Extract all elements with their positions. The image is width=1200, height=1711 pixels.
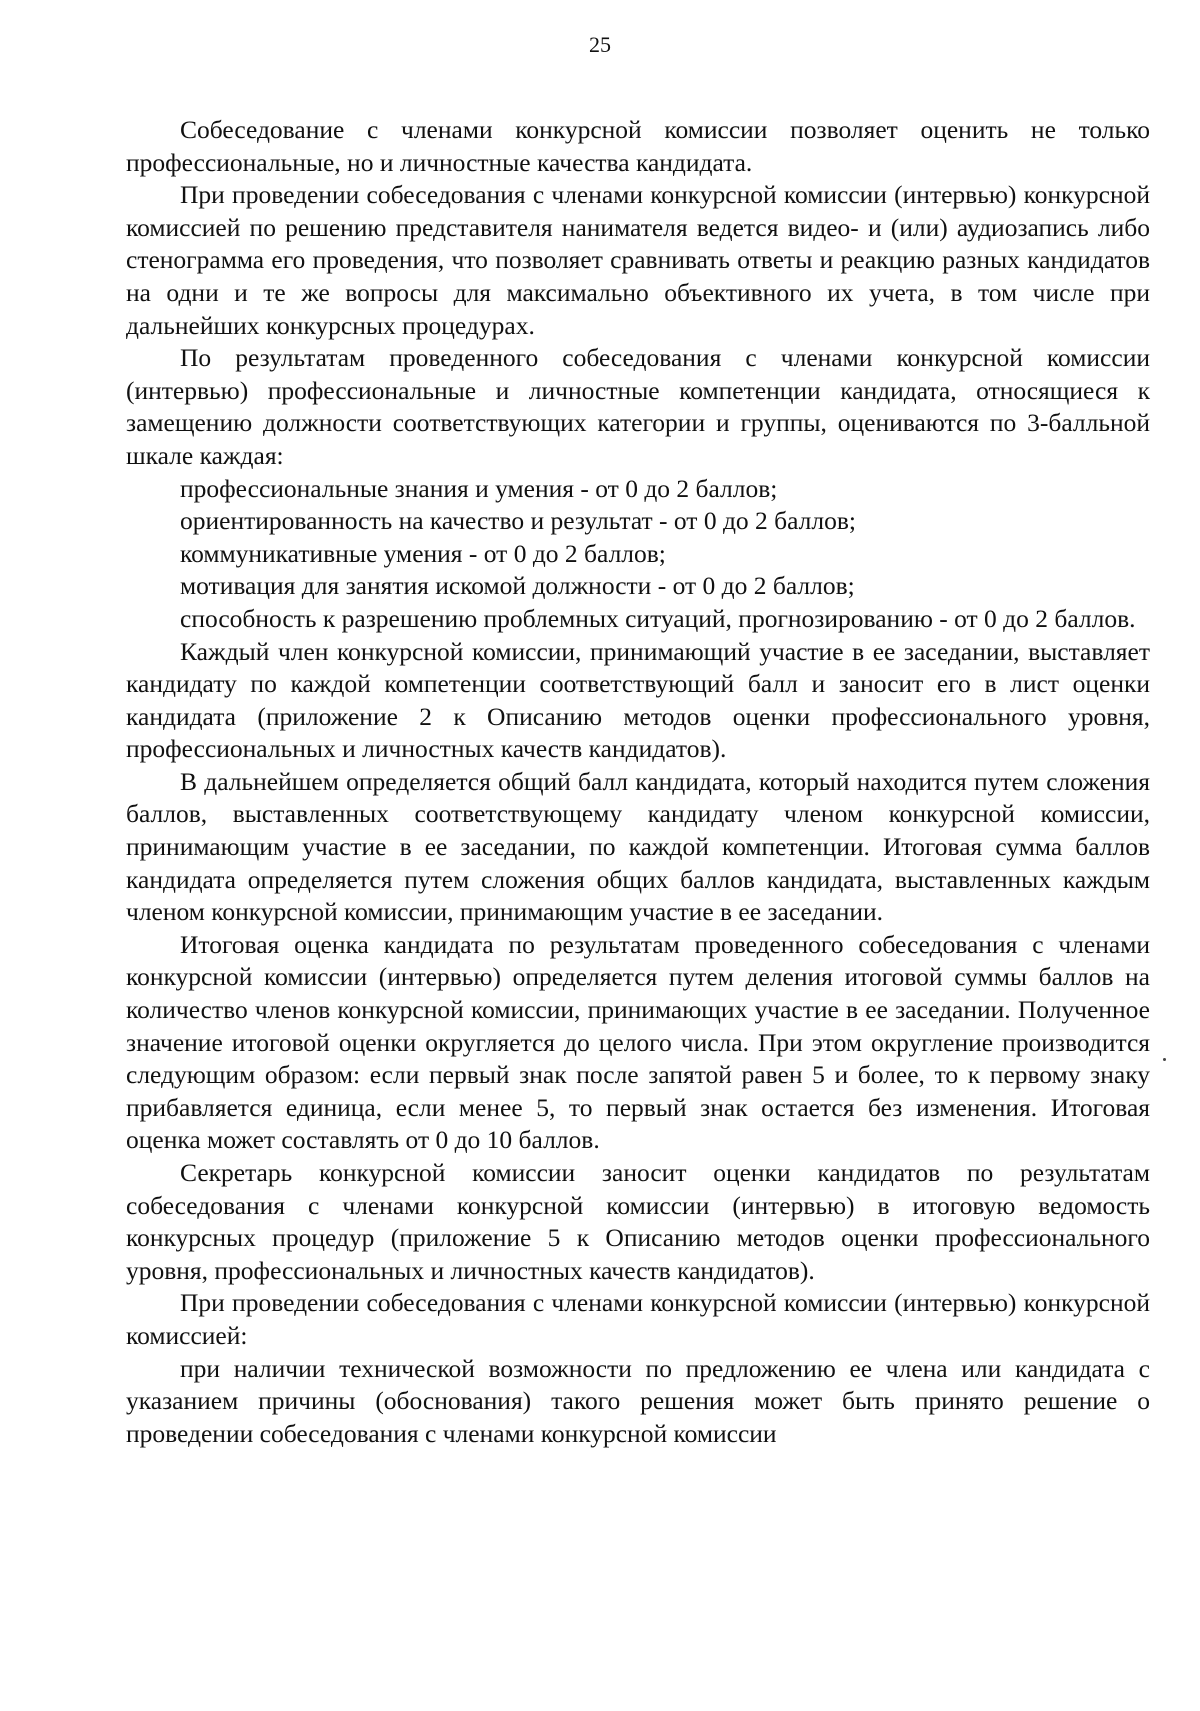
- paragraph: Собеседование с членами конкурсной комиссии позволяет оценить не только профессиональные, но и личностные качества кандидата.: [126, 115, 1150, 177]
- paragraph: При проведении собеседования с членами конкурсной комиссии (интервью) конкурсной комиссией:: [126, 1288, 1150, 1350]
- paragraph: Секретарь конкурсной комиссии заносит оценки кандидатов по результатам собеседования с членами конкурсной комиссии (интервью) в итоговую ведомость конкурсных процедур (приложение 5 к Описанию методов оценки профессионального уровня, профессиональных и личностных качеств кандидатов).: [126, 1158, 1150, 1285]
- list-item: профессиональные знания и умения - от 0 до 2 баллов;: [180, 473, 778, 503]
- paragraph: при наличии технической возможности по предложению ее члена или кандидата с указанием причины (обоснования) такого решения может быть принято решение о проведении собеседования с членами конкурсной комиссии: [126, 1353, 1150, 1448]
- document-body: [126, 114, 1150, 1450]
- page-number: 25: [589, 32, 611, 57]
- list-item: ориентированность на качество и результат - от 0 до 2 баллов;: [180, 506, 857, 536]
- list-item: мотивация для занятия искомой должности - от 0 до 2 баллов;: [180, 571, 855, 601]
- paragraph: При проведении собеседования с членами конкурсной комиссии (интервью) конкурсной комиссией по решению представителя нанимателя ведется видео- и (или) аудиозапись либо стенограмма его проведения, что позволяет сравнивать ответы и реакцию разных кандидатов на одни и те же вопросы для максимально объективного их учета, в том числе при дальнейших конкурсных процедурах.: [126, 180, 1150, 340]
- list-item: коммуникативные умения - от 0 до 2 баллов;: [180, 538, 666, 568]
- paragraph: По результатам проведенного собеседования с членами конкурсной комиссии (интервью) профессиональные и личностные компетенции кандидата, относящиеся к замещению должности соответствующих категории и группы, оцениваются по 3-балльной шкале каждая:: [126, 343, 1150, 470]
- paragraph: Каждый член конкурсной комиссии, принимающий участие в ее заседании, выставляет кандидату по каждой компетенции соответствующий балл и заносит его в лист оценки кандидата (приложение 2 к Описанию методов оценки профессионального уровня, профессиональных и личностных качеств кандидатов).: [126, 636, 1150, 764]
- scan-speck: [1163, 1058, 1166, 1061]
- paragraph: В дальнейшем определяется общий балл кандидата, который находится путем сложения баллов, выставленных соответствующему кандидату членом конкурсной комиссии, принимающим участие в ее заседании, по каждой компетенции. Итоговая сумма баллов кандидата определяется путем сложения общих баллов кандидата, выставленных каждым членом конкурсной комиссии, принимающим участие в ее заседании.: [126, 766, 1150, 927]
- list-item: способность к разрешению проблемных ситуаций, прогнозированию - от 0 до 2 баллов.: [180, 603, 1136, 633]
- paragraph: Итоговая оценка кандидата по результатам проведенного собеседования с членами конкурсной комиссии (интервью) определяется путем деления итоговой суммы баллов на количество членов конкурсной комиссии, принимающих участие в ее заседании. Полученное значение итоговой оценки округляется до целого числа. При этом округление производится следующим образом: если первый знак после запятой равен 5 и более, то к первому знаку прибавляется единица, если менее 5, то первый знак остается без изменения. Итоговая оценка может составлять от 0 до 10 баллов.: [126, 929, 1150, 1155]
